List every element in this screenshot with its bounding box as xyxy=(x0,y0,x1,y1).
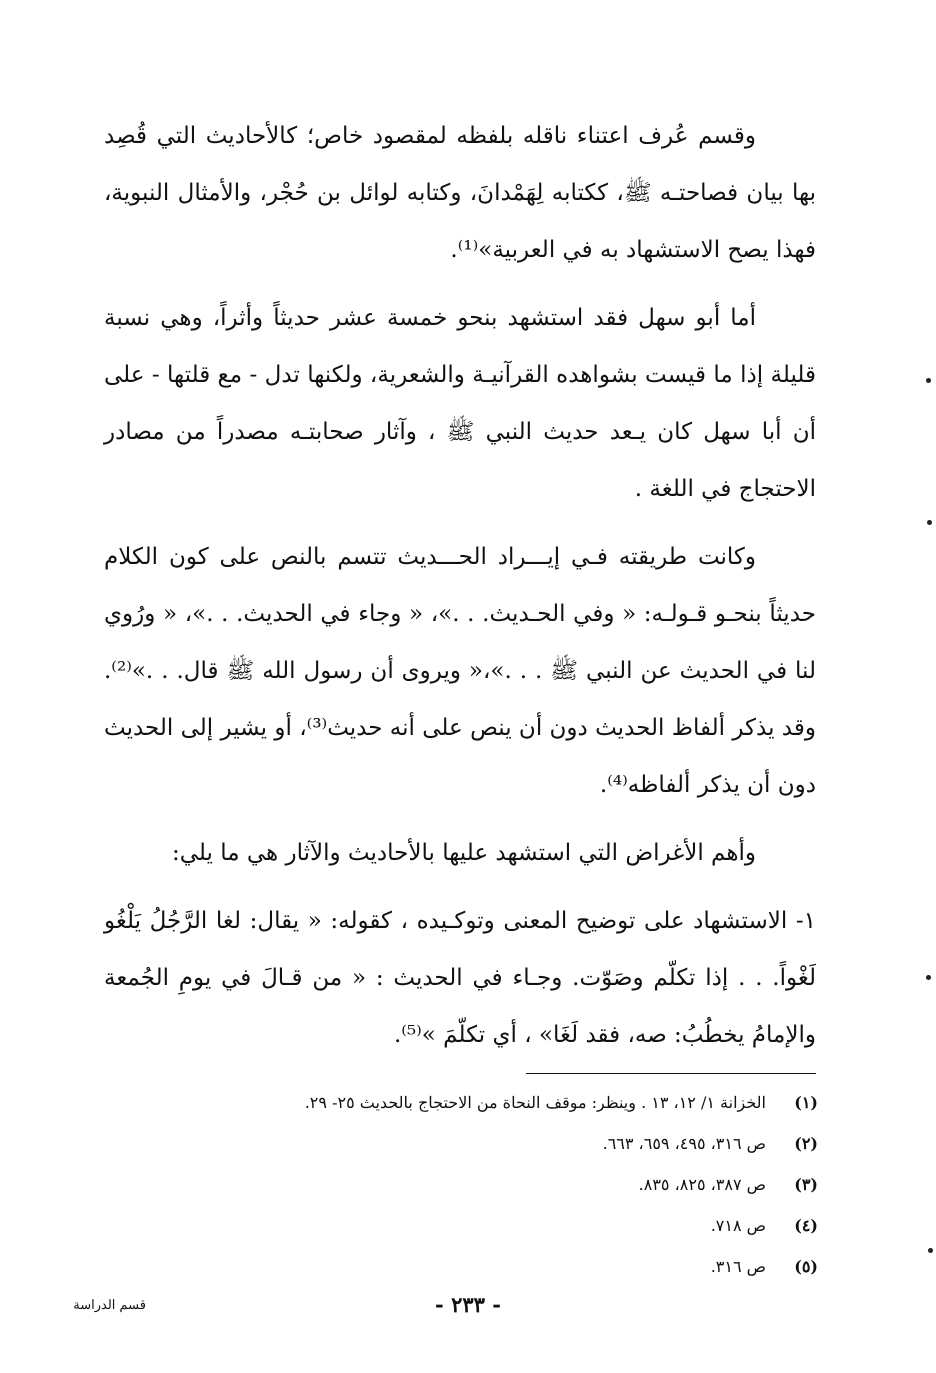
footnote-number: (١) xyxy=(794,1093,818,1112)
paragraph: وكانت طريقته فـي إيـــراد الحـــديث تتسم بالنص على كون الكلام حديثاً بنحـو قـولـه: « وفي الحـديث. . .»، « وجاء في الحديث. . .»، « ورُوي لنا في الحديث عن النبي ﷺ . . .»،« ويروى أن رسول الله ﷺ قال. . .»⁽²⁾. وقد يذكر ألفاظ الحديث دون أن ينص على أنه حديث⁽³⁾، أو يشير إلى الحديث دون أن يذكر ألفاظه⁽⁴⁾. xyxy=(104,544,816,798)
footnote xyxy=(128,1164,818,1205)
footnote xyxy=(128,1246,818,1287)
footnote-separator xyxy=(526,1073,816,1074)
scan-mark xyxy=(926,975,931,980)
running-footer-section: قسم الدراسة xyxy=(73,1298,146,1313)
paragraph: أما أبو سهل فقد استشهد بنحو خمسة عشر حديثاً وأثراً، وهي نسبة قليلة إذا ما قيست بشواهده القرآنيـة والشعرية، ولكنها تدل - مع قلتها - على أن أبا سهل كان يـعد حديث النبي ﷺ ، وآثار صحابتـه مصدراً من مصادر الاحتجاج في اللغة . xyxy=(104,305,816,502)
paragraph: ١- الاستشهاد على توضيح المعنى وتوكـيده ، كقوله: « يقال: لغا الرَّجُلُ يَلْغُو لَغْواً. . . إذا تكلّم وصَوّت. وجـاء في الحديث : « من قـالَ في يومِ الجُمعة والإمامُ يخطُبُ: صه، فقد لَغَا» ، أي تكلّمَ »⁽⁵⁾. xyxy=(104,908,816,1048)
scan-mark xyxy=(927,520,932,525)
footnote-text: ص ٣٨٧، ٨٢٥، ٨٣٥. xyxy=(638,1175,766,1194)
footnote-number: (٣) xyxy=(794,1175,818,1194)
footnote-number: (٤) xyxy=(794,1216,818,1235)
page-number: - ٢٣٣ - xyxy=(435,1292,501,1317)
footnote-text: ص ٧١٨. xyxy=(710,1216,766,1235)
page-footer xyxy=(0,1292,936,1322)
footnote xyxy=(128,1123,818,1164)
footnote xyxy=(128,1082,818,1123)
main-text xyxy=(104,108,816,1075)
footnote-text: ص ٣١٦، ٤٩٥، ٦٥٩، ٦٦٣. xyxy=(602,1134,766,1153)
footnote xyxy=(128,1205,818,1246)
footnote-text: ص ٣١٦. xyxy=(710,1257,766,1276)
scan-mark xyxy=(926,378,931,383)
footnote-number: (٢) xyxy=(794,1134,818,1153)
scan-mark xyxy=(928,1248,933,1253)
footnotes xyxy=(128,1082,818,1287)
paragraph: وقسم عُرف اعتناء ناقله بلفظه لمقصود خاص؛ كالأحاديث التي قُصِد بها بيان فصاحتـه ﷺ، ككتابه لِهَمْدانَ، وكتابه لوائل بن حُجْر، والأمثال النبوية، فهذا يصح الاستشهاد به في العربية»⁽¹⁾. xyxy=(104,123,816,263)
footnote-number: (٥) xyxy=(794,1257,818,1276)
paragraph: وأهم الأغراض التي استشهد عليها بالأحاديث والآثار هي ما يلي: xyxy=(171,840,756,866)
footnote-text: الخزانة ١/ ١٢، ١٣ . وينظر: موقف النحاة من الاحتجاج بالحديث ٢٥- ٢٩. xyxy=(304,1093,766,1112)
